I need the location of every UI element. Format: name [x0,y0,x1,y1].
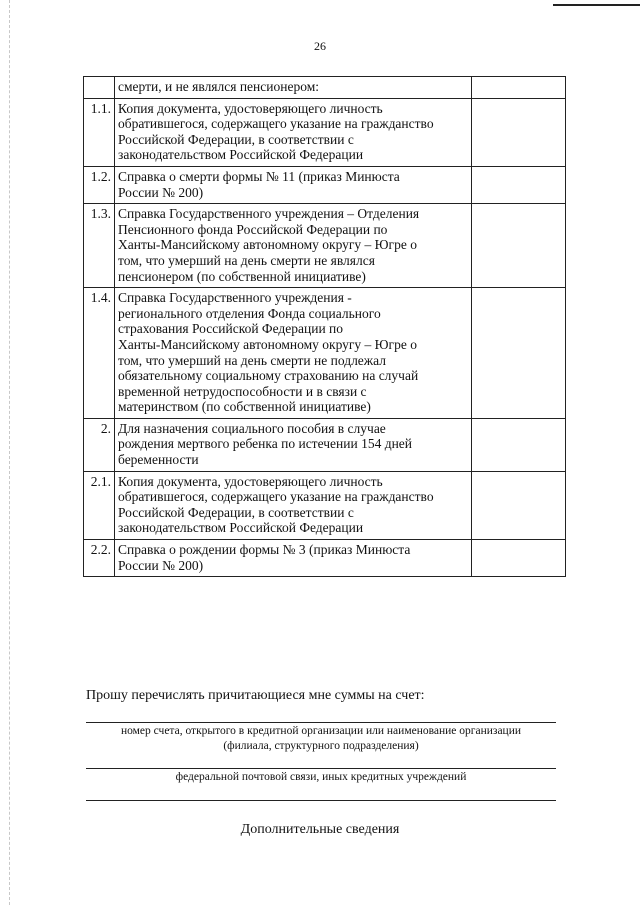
row-description [115,166,472,203]
row-blank-cell [472,166,566,203]
row-text-line: смерти, и не являлся пенсионером: [118,79,319,94]
table-row [84,166,566,203]
row-blank-cell [472,288,566,419]
additional-info-heading: Дополнительные сведения [240,822,400,837]
table-row [84,471,566,539]
row-blank-cell [472,204,566,288]
request-text: Прошу перечислять причитающиеся мне суммы на счет: [86,688,425,703]
row-description [115,471,472,539]
row-text-line: Ханты-Мансийскому автономному округу – Югре о [118,336,417,352]
row-text-line: том, что умерший на день смерти не подлежал [118,352,386,368]
row-text-line: Справка о смерти формы № 11 (приказ Минюста [118,168,400,184]
row-text-line: Копия документа, удостоверяющего личность [118,100,383,116]
row-text-line: Пенсионного фонда Российской Федерации по [118,221,388,237]
row-description [115,540,472,577]
row-text-line: регионального отделения Фонда социального [118,305,381,321]
row-number: 1.2. [84,166,115,203]
row-text-line: Справка Государственного учреждения - [118,290,352,306]
extra-input-line [86,800,556,801]
row-number [84,77,115,99]
row-number: 2. [84,418,115,471]
row-text-line: Для назначения социального пособия в случае [118,420,386,436]
row-text-line: Справка Государственного учреждения – Отделения [118,206,420,222]
table-row [84,98,566,166]
row-text-line: обратившегося, содержащего указание на гражданство [118,489,434,505]
row-text-line: Российской Федерации, в соответствии с [118,131,354,147]
row-text-line: Копия документа, удостоверяющего личность [118,473,383,489]
table-row [84,288,566,419]
documents-table [83,76,566,577]
row-text-line: обязательному социальному страхованию на случай [118,368,419,384]
row-text-line: беременности [118,452,199,468]
row-text-line: Ханты-Мансийскому автономному округу – Югре о [118,237,417,253]
table-row [84,77,566,99]
table-row [84,540,566,577]
account-caption-line-2: (филиала, структурного подразделения) [223,740,419,752]
row-text-line: Справка о рождении формы № 3 (приказ Минюста [118,542,411,558]
postal-caption: федеральной почтовой связи, иных кредитных учреждений [175,771,467,783]
table-row [84,204,566,288]
row-text-line: законодательством Российской Федерации [118,520,364,536]
row-blank-cell [472,77,566,99]
row-number: 1.3. [84,204,115,288]
row-text-line: рождения мертвого ребенка по истечении 154 дней [118,436,413,452]
row-blank-cell [472,98,566,166]
row-text-line: материнством (по собственной инициативе) [118,399,371,415]
postal-input-line [86,768,556,769]
row-text-line: том, что умерший на день смерти не являлся [118,252,375,268]
table-row [84,418,566,471]
row-blank-cell [472,471,566,539]
scan-edge-line [9,0,10,905]
row-description [115,98,472,166]
header-rule [553,4,640,6]
account-caption [86,724,556,754]
row-description [115,418,472,471]
row-number: 2.2. [84,540,115,577]
row-description [115,77,472,99]
row-number: 1.4. [84,288,115,419]
account-input-line [86,722,556,723]
row-blank-cell [472,418,566,471]
row-text-line: обратившегося, содержащего указание на гражданство [118,116,434,132]
row-text-line: временной нетрудоспособности и в связи с [118,383,367,399]
row-description [115,204,472,288]
row-text-line: Российской Федерации, в соответствии с [118,504,354,520]
row-text-line: России № 200) [118,184,204,200]
row-number: 1.1. [84,98,115,166]
row-text-line: пенсионером (по собственной инициативе) [118,268,366,284]
page-number: 26 [314,39,326,53]
row-text-line: страхования Российской Федерации по [118,321,344,337]
account-caption-line-1: номер счета, открытого в кредитной организации или наименование организации [120,725,522,737]
row-text-line: законодательством Российской Федерации [118,147,364,163]
row-text-line: России № 200) [118,557,204,573]
row-number: 2.1. [84,471,115,539]
row-blank-cell [472,540,566,577]
row-description [115,288,472,419]
